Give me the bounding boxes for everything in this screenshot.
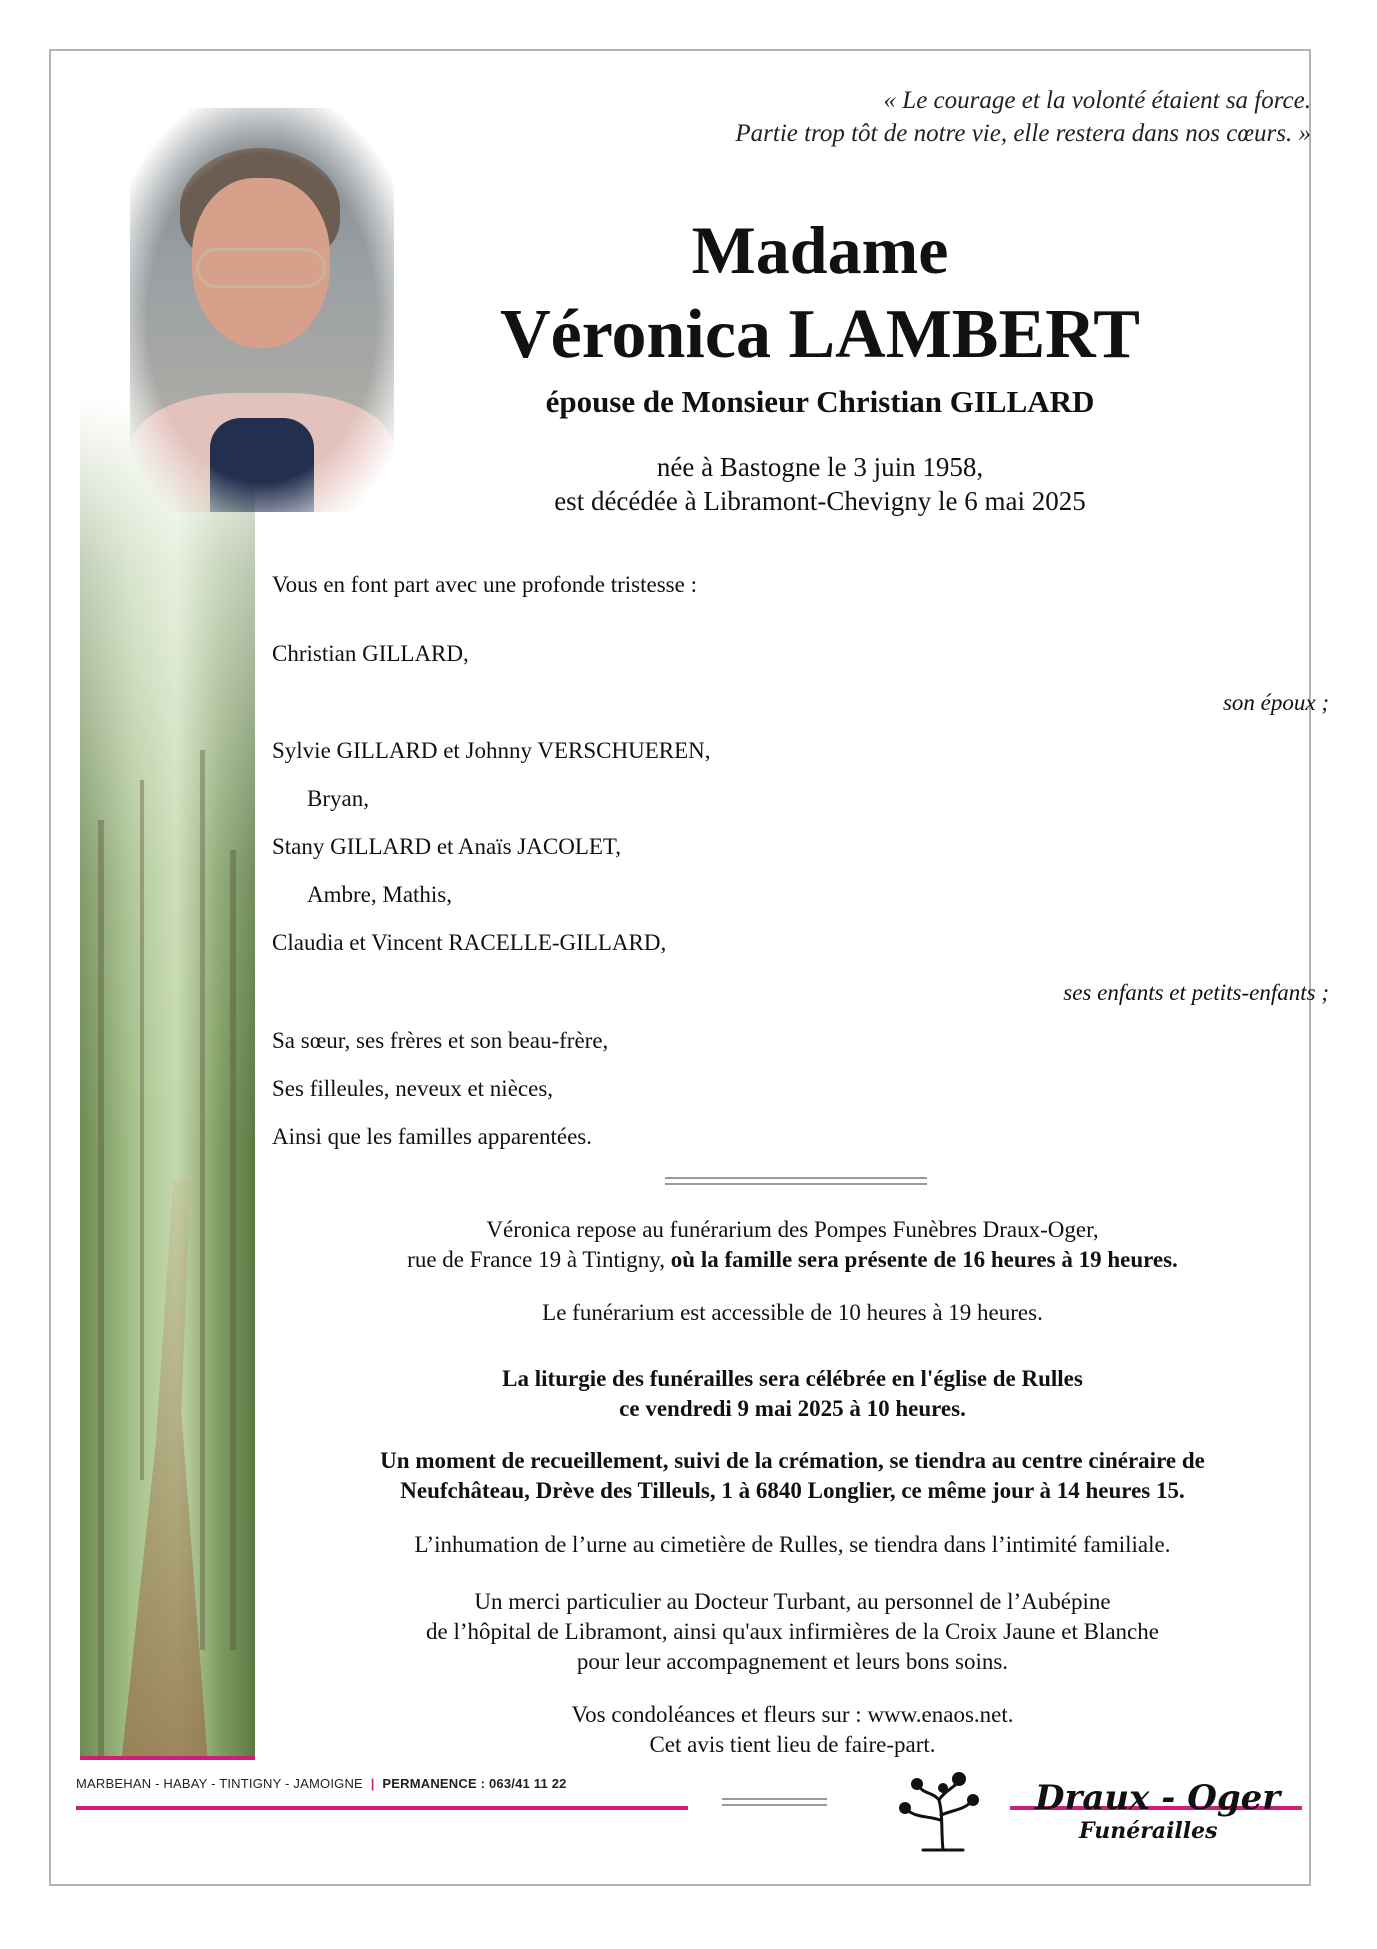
birth-line: née à Bastogne le 3 juin 1958, <box>656 452 984 482</box>
burial-info: L’inhumation de l’urne au cimetière de Rulles, se tiendra dans l’intimité familiale. <box>414 1532 1171 1557</box>
liturgy-info <box>272 1364 1313 1424</box>
thanks-line-3: pour leur accompagnement et leurs bons soins. <box>576 1649 1009 1674</box>
liturgy-line-1: La liturgie des funérailles sera célébrée en l'église de Rulles <box>502 1366 1083 1391</box>
family-member: Stany GILLARD et Anaïs JACOLET, <box>272 834 622 859</box>
thanks-info <box>272 1587 1313 1677</box>
funerarium-access: Le funérarium est accessible de 10 heures à 19 heures. <box>542 1300 1043 1325</box>
family-member: Sa sœur, ses frères et son beau-frère, <box>272 1028 609 1053</box>
repose-line-1: Véronica repose au funérarium des Pompes Funèbres Draux-Oger, <box>486 1217 1099 1242</box>
repose-info <box>272 1215 1313 1275</box>
liturgy-line-2: ce vendredi 9 mai 2025 à 10 heures. <box>619 1396 966 1421</box>
portrait-photo <box>130 108 394 512</box>
family-member: Ambre, Mathis, <box>307 882 453 907</box>
condolences-line: Vos condoléances et fleurs sur : www.enaos.net. <box>571 1702 1014 1727</box>
brand-subtitle: Funérailles <box>1073 1818 1224 1844</box>
announcement-intro: Vous en font part avec une profonde tristesse : <box>272 572 697 597</box>
footer-contact <box>76 1776 567 1791</box>
honorific-title: Madame <box>691 212 949 288</box>
section-divider <box>665 1183 927 1185</box>
footer-accent-line <box>76 1806 688 1810</box>
footer-locations: MARBEHAN - HABAY - TINTIGNY - JAMOIGNE <box>76 1776 363 1791</box>
footer-permanence: PERMANENCE : 063/41 11 22 <box>382 1776 567 1791</box>
forest-underline <box>80 1756 255 1760</box>
footer-separator: | <box>370 1776 375 1791</box>
family-member: Bryan, <box>307 786 369 811</box>
brand-name: Draux - Oger <box>1035 1778 1281 1818</box>
cremation-info <box>272 1446 1313 1506</box>
quote-line-2: Partie trop tôt de notre vie, elle restera dans nos cœurs. » <box>735 120 1311 147</box>
tree-logo-icon <box>893 1770 993 1852</box>
family-member: Claudia et Vincent RACELLE-GILLARD, <box>272 930 667 955</box>
thanks-line-1: Un merci particulier au Docteur Turbant, au personnel de l’Aubépine <box>474 1589 1111 1614</box>
family-member-husband: Christian GILLARD, <box>272 641 469 666</box>
repose-line-2: rue de France 19 à Tintigny, où la famille sera présente de 16 heures à 19 heures. <box>407 1247 1178 1272</box>
forest-path-image <box>80 400 255 1760</box>
section-divider <box>665 1177 927 1179</box>
deceased-name: Véronica LAMBERT <box>500 296 1140 373</box>
family-member: Ses filleules, neveux et nièces, <box>272 1076 554 1101</box>
spouse-line: épouse de Monsieur Christian GILLARD <box>545 384 1095 419</box>
birth-death-info <box>440 450 1200 518</box>
relation-husband: son époux ; <box>1222 690 1329 715</box>
relation-children: ses enfants et petits-enfants ; <box>1063 980 1329 1005</box>
notice-line: Cet avis tient lieu de faire-part. <box>649 1732 936 1757</box>
quote-line-1: « Le courage et la volonté étaient sa force. <box>883 87 1311 114</box>
cremation-line-1: Un moment de recueillement, suivi de la crémation, se tiendra au centre cinéraire de <box>380 1448 1205 1473</box>
death-line: est décédée à Libramont-Chevigny le 6 mai 2025 <box>554 486 1086 516</box>
footer-divider <box>722 1804 827 1806</box>
family-member: Ainsi que les familles apparentées. <box>272 1124 592 1149</box>
cremation-line-2: Neufchâteau, Drève des Tilleuls, 1 à 6840 Longlier, ce même jour à 14 heures 15. <box>400 1478 1185 1503</box>
condolences-info <box>272 1700 1313 1760</box>
thanks-line-2: de l’hôpital de Libramont, ainsi qu'aux infirmières de la Croix Jaune et Blanche <box>426 1619 1159 1644</box>
family-member: Sylvie GILLARD et Johnny VERSCHUEREN, <box>272 738 711 763</box>
epigraph-quote <box>511 84 1311 150</box>
footer-divider <box>722 1798 827 1800</box>
